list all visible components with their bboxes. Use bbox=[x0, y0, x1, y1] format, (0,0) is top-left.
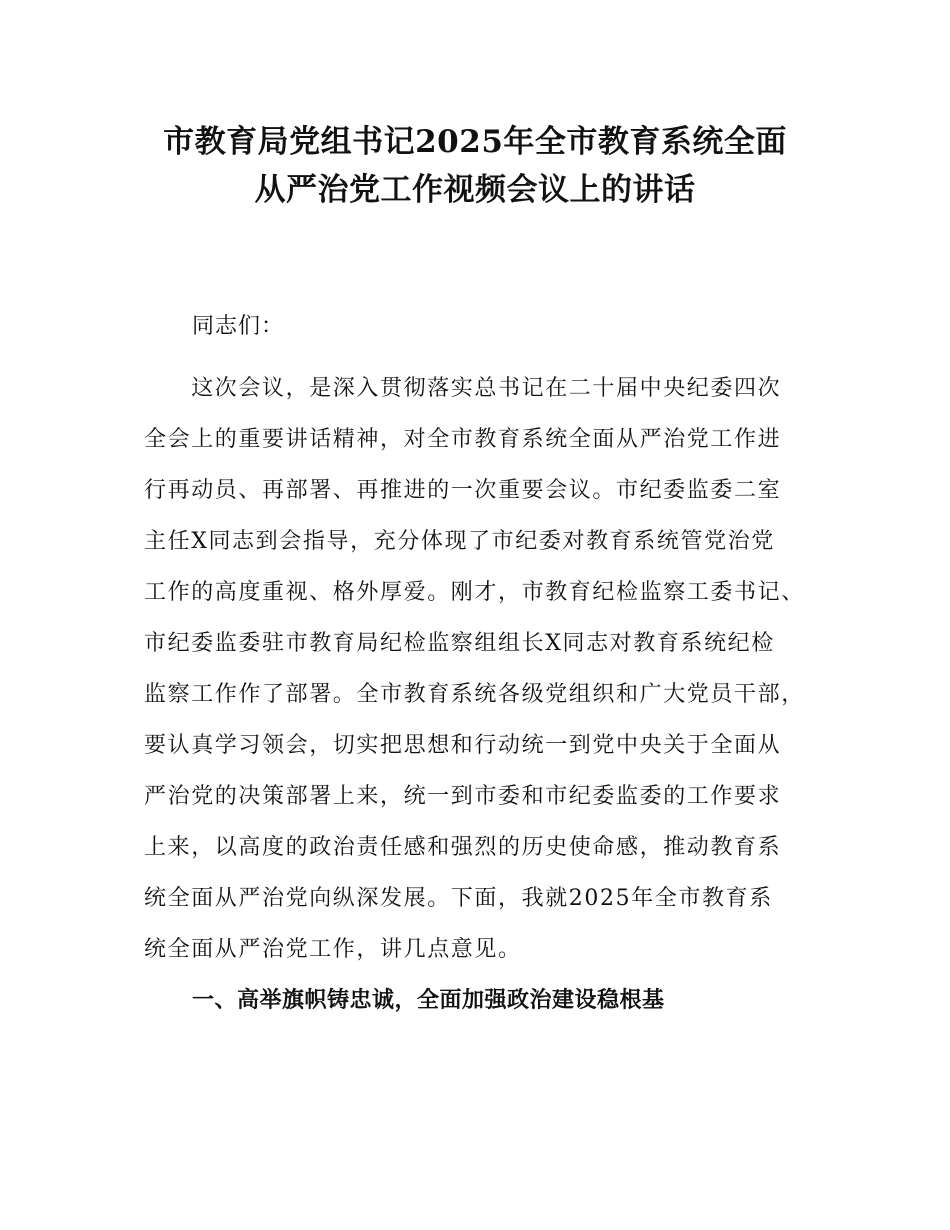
paragraph-line: 统全面从严治党向纵深发展。下面，我就2025年全市教育系 bbox=[144, 886, 773, 911]
paragraph-line: 上来，以高度的政治责任感和强烈的历史使命感，推动教育系 bbox=[144, 835, 782, 860]
paragraph-line: 统全面从严治党工作，讲几点意见。 bbox=[144, 937, 522, 962]
paragraph-line: 监察工作作了部署。全市教育系统各级党组织和广大党员干部， bbox=[144, 682, 805, 707]
paragraph-line: 工作的高度重视、格外厚爱。刚才，市教育纪检监察工委书记、 bbox=[144, 580, 805, 605]
section-heading: 一、高举旗帜铸忠诚，全面加强政治建设稳根基 bbox=[192, 988, 665, 1013]
document-title-line-1: 市教育局党组书记2025年全市教育系统全面 bbox=[163, 124, 787, 160]
paragraph-line: 要认真学习领会，切实把思想和行动统一到党中央关于全面从 bbox=[144, 733, 782, 758]
paragraph-line: 主任X同志到会指导，充分体现了市纪委对教育系统管党治党 bbox=[144, 529, 775, 554]
salutation: 同志们： bbox=[192, 314, 285, 339]
paragraph-line: 行再动员、再部署、再推进的一次重要会议。市纪委监委二室 bbox=[144, 478, 782, 503]
paragraph-line: 严治党的决策部署上来，统一到市委和市纪委监委的工作要求 bbox=[144, 784, 782, 809]
paragraph-line: 市纪委监委驻市教育局纪检监察组组长X同志对教育系统纪检 bbox=[144, 631, 775, 656]
paragraph-line: 全会上的重要讲话精神，对全市教育系统全面从严治党工作进 bbox=[144, 427, 782, 452]
paragraph-line: 这次会议，是深入贯彻落实总书记在二十届中央纪委四次 bbox=[144, 376, 782, 401]
document-title-line-2: 从严治党工作视频会议上的讲话 bbox=[254, 172, 696, 208]
